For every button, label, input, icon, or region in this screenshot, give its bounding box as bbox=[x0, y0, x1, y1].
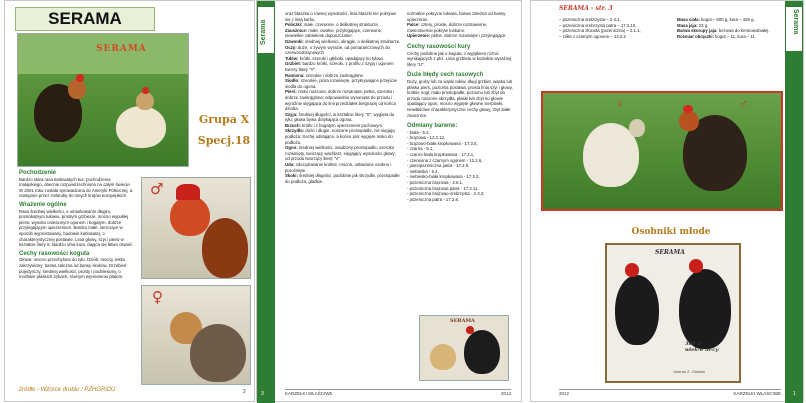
female-symbol-icon: ♀ bbox=[152, 288, 163, 306]
female-symbol-icon: ♀ bbox=[615, 97, 624, 111]
page-title: SERAMA bbox=[15, 7, 155, 31]
weights: Masa ciała: kogut – 500 g, kura – 425 g. Masa jaja: 23 g. Barwa skorupy jaja: beżowa do kremowobiałej. Rozmiar obrączki: kogut – 11, kura – 11 bbox=[677, 17, 770, 39]
logo-text: SERAMA bbox=[96, 44, 147, 54]
page3-footer: 2012 KARZEŁKI WŁAŚCIWE bbox=[559, 391, 781, 396]
page2-photo: SERAMA bbox=[419, 315, 509, 381]
male-symbol-icon: ♂ bbox=[739, 97, 748, 111]
page-1 bbox=[4, 0, 255, 402]
page2-col1: oraz blaszka o równej wysokości, linia blaszki nie pokrywa się z linią karku. Policzki: małe, czerwone, o delikatnej strukturze. Zausznice: małe, owalne, przylegające, czerwone; niewielkie zabielenie dopuszczalne. Dzwonki: średniej wielkości, okrągłe, o delikatnej strukturze. Oczy: duże, o żywym wyrazie, od pomarańczowych do czerwonobrązowych. Tułów: krótki, szeroki i głęboki, opadający ku tyłowi. Grzbiet: bardzo krótki, szeroki, z profilu z szyją i ogonem tworzy literę "V". Ramiona: szerokie i dobrze zaokrąglone. Siodło: szerokie, pióra rozwinięte, przykrywające przejście siodła do ogona. Pierś: nisko noszona, dobrze rozwinięta, pełna, szeroka i dobrze zaokrąglona; odpowiednio wysunięta do przodu i wyraźnie sięgająca do linii przedziałek biegnącej od końca dzioba. Szyja: średniej długości, w kształcie litery "S", wygięta do tyłu; głowa bywa dotykająca ogona. Brzuch: krótki i z bogatym upierzeniem puchowym. Skrzydła: duże i długie, noszone prostopadle, nie sięgają podłoża; trochę odstające, a końce piór wygięte nisko do podłoża. Ogon: średniej wielkości, osadzony prostopadle, szeroko rozwinięty, tworzący wachlarz, sięgający wysokości głowy; od przodu tworzący literę "V". Uda: zdecydowanie krótkie, mocne, ustawione osobno i porośnięte. Skoki: średniej długości, podobnie jak skrzydła, prostopadłe do podłoża, gładkie. bbox=[285, 11, 401, 184]
page-number: 2 bbox=[243, 389, 246, 395]
young-photo: SERAMA 380 g wiek-6 m-cy Jolanta Z. Gilarski bbox=[605, 243, 741, 383]
side-tab: Serama bbox=[257, 1, 275, 403]
group-label: Grupa X Specj.18 bbox=[197, 113, 251, 147]
page1-text: Pochodzenie Bardzo stara rasa karłowatych kur, pochodzenia malajskiego, obecnie rozpowszechniona na całym świecie. W 2001 roku została sprowadzona do Ameryki Północnej, a następnie przez Holandię do innych krajów europejskich. Wrażenie ogólne Rasa średniej wielkości, o umiarkowanie długim, prostokątnym tułowiu, prostym grzbiecie, mocno wypukłej piersi, wysoko uniesionym ogonem i bogatym, dobrze przylegającym upierzeniem. Bardzo małe, sterczące w sposób wyprostowany, budowie karłowatej, o charakterystycznej postawie. Linia głowy, szyi i piersi w kształcie litery S. Bardzo ufna kura, dająca się łatwo oswoić. Cechy rasowości koguta Głowa: mocno przechylona do tyłu. Dziób: mocny, lekko zakrzywiony; barwa zależna od barwy skoków. Grzebień: pojedynczy, średniej wielkości, prosty i podniesiony, o możliwie płaskich zębach, równym wyniesieniu płatem. bbox=[19, 170, 134, 280]
hen-head-photo bbox=[141, 285, 251, 385]
variety-list: – pszeniczna srebrzysta – 2.3.1, – pszeniczna srebrzysta patra – 17.2.10, – pszeniczna złocista (pszeniczna) – 2.1.1, – żółta z czarnym ogonem – 12.2.2 bbox=[559, 17, 641, 39]
page2-footer: KARZEŁKI WŁAŚCIWE 2012 bbox=[285, 391, 511, 396]
source-caption: źródło - Wzorce drobiu / PZHGRiDU bbox=[19, 387, 116, 393]
hen-illustration bbox=[116, 106, 166, 148]
young-note: 380 g wiek-6 m-cy bbox=[685, 341, 719, 353]
main-photo bbox=[17, 33, 189, 167]
page2-col2: normalne pokrycie tułowia, barwa zależna od barwy upierzenia. Palce: cztery, proste, dobrze rozstawione, równomiernie pokryte łuskami. Upierzenie: pełne, dobrze rozwinięte i przylegające. Cechy rasowości kury Cechy podobne jak u koguta, z wyjątkiem różnic wynikających z płci. Linia grzbietu w kształcie wyraźnej litery "U". Duże błędy cech rasowych Duży, gruby lub za wąski tułów, długi grzbiet, wąska lub płaska pierś, pozioma postawa, prosta linia szyi i głowy, krótkie nogi; mało prostopadłe, poziomo lub zbyt do przodu noszone skrzydła, płaski lub zbyt ku głowie opadający ogon, mocno wygięte głowne sierpówki, niewłaściwe charakterystyczne cechy głowy, zbyt białe zausznice. Odmiany barwne: - biała - 5.2, - brązowa - 12.2.12, - brązowo-biała kropkowana - 17.3.5, - czarna - 5.1, - czarno-biała kropkowana - 17.3.1, - czerwona z czarnym ogonem - 12.2.6, - jasnopszenicznа patra - 17.2.9, - niebieska - 5.4, - niebiesko-biała kropkowana - 17.3.2, - pszeniczna brązowa - 2.6.1, - pszeniczna brązowa patra - 17.2.11, - pszeniczna brązowo-srebrzysta - 2.3.3, - pszeniczna patra - 17.2.8, bbox=[407, 11, 513, 202]
page-3: Serama SERAMA - str. 3 – pszeniczna srebrzysta – 2.3.1, – pszeniczna srebrzysta patra – 17.2.10, – pszeniczna złocista (pszeniczna) – 2.1.1, – żółta z czarnym ogonem – 12.2.2 Masa ciała: kogut – 500 g, kura – 425 g. Masa jaja: 23 g. Barwa skorupy jaja: beżowa do kremowobiałej. Rozmiar obrączki: kogut – 11, kura – 11 ♀ ♂ Osobniki młode SERAMA 380 g wiek-6 m-cy Jolanta Z. Gilarski 2012 KARZEŁKI WŁAŚCIWE 1 bbox=[530, 0, 804, 402]
rooster-head-photo bbox=[141, 177, 251, 279]
side-tab-right: Serama bbox=[785, 1, 803, 403]
young-title: Osobniki młode bbox=[631, 227, 711, 237]
pair-photo bbox=[541, 91, 783, 211]
page3-header: SERAMA - str. 3 bbox=[559, 5, 613, 12]
page-2: Serama oraz blaszka o równej wysokości, linia blaszki nie pokrywa się z linią karku. Policzki: małe, czerwone, o delikatnej strukturze. Zausznice: małe, owalne, przylegające, czerwone; niewielkie zabielenie dopuszczalne. Dzwonki: średniej wielkości, okrągłe, o delikatnej strukturze. Oczy: duże, o żywym wyrazie, od pomarańczowych do czerwonobrązowych. Tułów: krótki, szeroki i głęboki, opadający ku tyłowi. Grzbiet: bardzo krótki, szeroki, z profilu z szyją i ogonem tworzy literę "V". Ramiona: szerokie i dobrze zaokrąglone. Siodło: szerokie, pióra rozwinięte, przykrywające przejście siodła do ogona. Pierś: nisko noszona, dobrze rozwinięta, pełna, szeroka i dobrze zaokrąglona; odpowiednio wysunięta do przodu i wyraźnie sięgająca do linii przedziałek biegnącej od końca dzioba. Szyja: średniej długości, w kształcie litery "S", wygięta do tyłu; głowa bywa dotykająca ogona. Brzuch: krótki i z bogatym upierzeniem puchowym. Skrzydła: duże i długie, noszone prostopadle, nie sięgają podłoża; trochę odstające, a końce piór wygięte nisko do podłoża. Ogon: średniej wielkości, osadzony prostopadle, szeroko rozwinięty, tworzący wachlarz, sięgający wysokości głowy; od przodu tworzący literę "V". Uda: zdecydowanie krótkie, mocne, ustawione osobno i porośnięte. Skoki: średniej długości, podobnie jak skrzydła, prostopadłe do podłoża, gładkie. normalne pokrycie tułowia, barwa zależna od barwy upierzenia. Palce: cztery, proste, dobrze rozstawione, równomiernie pokryte łuskami. Upierzenie: pełne, dobrze rozwinięte i przylegające. Cechy rasowości kury Cechy podobne jak u koguta, z wyjątkiem różnic wynikających z płci. Linia grzbietu w kształcie wyraźnej litery "U". Duże błędy cech rasowych Duży, gruby lub za wąski tułów, długi grzbiet, wąska lub płaska pierś, pozioma postawa, prosta linia szyi i głowy, krótkie nogi; mało prostopadłe, poziomo lub zbyt do przodu noszone skrzydła, płaski lub zbyt ku głowie opadający ogon, mocno wygięte głowne sierpówki, niewłaściwe charakterystyczne cechy głowy, zbyt białe zausznice. Odmiany barwne: - biała - 5.2, - brązowa - 12.2.12, - brązowo-biała kropkowana - 17.3.5, - czarna - 5.1, - czarno-biała kropkowana - 17.3.1, - czerwona z czarnym ogonem - 12.2.6, - jasnopszenicznа patra - 17.2.9, - niebieska - 5.4, - niebiesko-biała kropkowana - 17.3.2, - pszeniczna brązowa - 2.6.1, - pszeniczna brązowa patra - 17.2.11, - pszeniczna brązowo-srebrzysta - 2.3.3, - pszeniczna patra - 17.2.8, SERAMA KARZEŁKI WŁAŚCIWE 2012 3 bbox=[256, 0, 522, 402]
male-symbol-icon: ♂ bbox=[150, 180, 164, 198]
